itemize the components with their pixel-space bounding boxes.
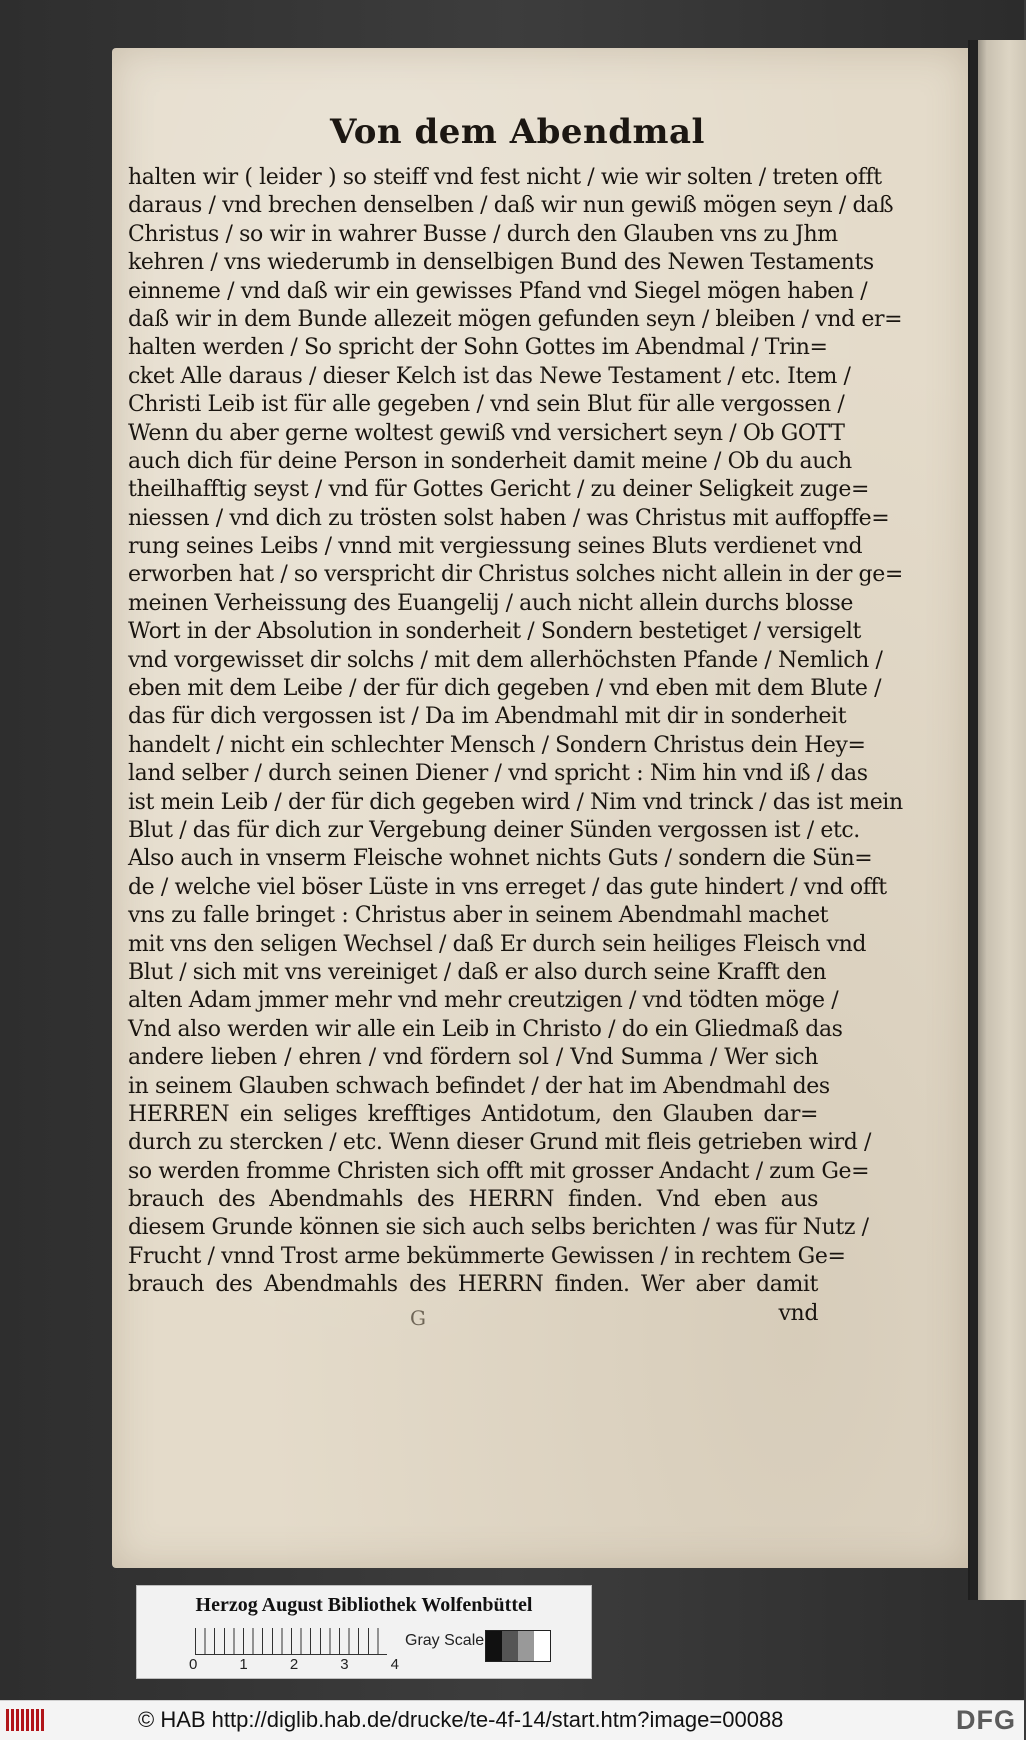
text-line: land selber / durch seinen Diener / vnd spricht : Nim hin vnd iß / das <box>128 761 868 787</box>
text-line: Wenn du aber gerne woltest gewiß vnd versichert seyn / Ob GOTT <box>128 420 845 446</box>
text-line: daraus / vnd brechen denselben / daß wir nun gewiß mögen seyn / daß <box>128 193 894 219</box>
text-line: so werden fromme Christen sich offt mit grosser Andacht / zum Ge= <box>128 1158 870 1184</box>
text-line: brauch des Abendmahls des HERRN finden. Wer aber damit <box>128 1272 818 1298</box>
text-line: meinen Verheissung des Euangelij / auch nicht allein durchs blosse <box>128 590 853 616</box>
text-line: Christus / so wir in wahrer Busse / durch den Glauben vns zu Jhm <box>128 221 838 247</box>
text-line: Frucht / vnnd Trost arme bekümmerte Gewissen / in rechtem Ge= <box>128 1243 846 1269</box>
copyright-link[interactable]: © HAB http://diglib.hab.de/drucke/te-4f-14/start.htm?image=00088 <box>138 1707 784 1732</box>
text-line: das für dich vergossen ist / Da im Abendmahl mit dir in sonderheit <box>128 704 847 730</box>
text-line: mit vns den seligen Wechsel / daß Er durch sein heiliges Fleisch vnd <box>128 931 867 957</box>
text-line: kehren / vns wiederumb in denselbigen Bund des Newen Testaments <box>128 250 874 276</box>
ruler-numbers <box>189 1656 399 1673</box>
text-line: vnd vorgewisset dir solchs / mit dem allerhöchsten Pfande / Nemlich / <box>128 647 883 673</box>
ruler-number: 1 <box>239 1656 248 1673</box>
text-line: cket Alle daraus / dieser Kelch ist das Newe Testament / etc. Item / <box>128 363 851 389</box>
text-line: eben mit dem Leibe / der für dich gegeben / vnd eben mit dem Blute / <box>128 676 882 702</box>
text-line: ist mein Leib / der für dich gegeben wird / Nim vnd trinck / das ist mein <box>128 789 903 815</box>
running-head: Von dem Abendmal <box>330 112 705 152</box>
library-name: Herzog August Bibliothek Wolfenbüttel <box>195 1594 533 1616</box>
text-line: Blut / sich mit vns vereiniget / daß er also durch seine Krafft den <box>128 959 827 985</box>
text-line: daß wir in dem Bunde allezeit mögen gefunden seyn / bleiben / vnd er= <box>128 306 903 332</box>
footer-bar <box>0 1700 1024 1740</box>
catchword: vnd <box>778 1300 818 1326</box>
ruler-scale <box>195 1628 387 1655</box>
text-line: alten Adam jmmer mehr vnd mehr creutzigen / vnd tödten möge / <box>128 988 839 1014</box>
text-line: theilhafftig seyst / vnd für Gottes Gericht / zu deiner Seligkeit zuge= <box>128 477 870 503</box>
signature-mark: G <box>410 1306 426 1330</box>
text-line: Wort in der Absolution in sonderheit / Sondern bestetiget / versigelt <box>128 619 861 645</box>
ruler-number: 0 <box>189 1656 198 1673</box>
text-line: halten werden / So spricht der Sohn Gottes im Abendmal / Trin= <box>128 335 828 361</box>
gray-scale-swatch <box>485 1630 551 1662</box>
ruler-number: 4 <box>390 1656 399 1673</box>
text-line: auch dich für deine Person in sonderheit damit meine / Ob du auch <box>128 448 852 474</box>
text-line: HERREN ein seliges krefftiges Antidotum, den Glauben dar= <box>128 1101 818 1127</box>
text-line: diesem Grunde können sie sich auch selbs berichten / was für Nutz / <box>128 1215 869 1241</box>
gray-scale-label: Gray Scale <box>405 1632 485 1649</box>
text-line: brauch des Abendmahls des HERRN finden. Vnd eben aus <box>128 1187 818 1213</box>
text-line: vns zu falle bringet : Christus aber in seinem Abendmahl machet <box>128 903 829 929</box>
text-line: erworben hat / so verspricht dir Christus solches nicht allein in der ge= <box>128 562 903 588</box>
text-line: halten wir ( leider ) so steiff vnd fest nicht / wie wir solten / treten offt <box>128 165 882 190</box>
text-line: de / welche viel böser Lüste in vns erreget / das gute hindert / vnd offt <box>128 874 887 900</box>
text-line: Also auch in vnserm Fleische wohnet nichts Guts / sondern die Sün= <box>128 846 873 872</box>
facing-page-edge <box>968 40 1026 1600</box>
body-text <box>128 164 903 1328</box>
text-line: Christi Leib ist für alle gegeben / vnd sein Blut für alle vergossen / <box>128 392 845 418</box>
text-line: Blut / das für dich zur Vergebung deiner Sünden vergossen ist / etc. <box>128 817 860 843</box>
text-line: rung seines Leibs / vnnd mit vergiessung seines Bluts verdienet vnd <box>128 534 863 560</box>
text-line: andere lieben / ehren / vnd fördern sol / Vnd Summa / Wer sich <box>128 1045 818 1071</box>
text-line: handelt / nicht ein schlechter Mensch / Sondern Christus dein Hey= <box>128 732 866 758</box>
text-line: in seinem Glauben schwach befindet / der hat im Abendmahl des <box>128 1073 830 1099</box>
text-line: niessen / vnd dich zu trösten solst haben / was Christus mit auffopffe= <box>128 505 890 531</box>
text-line: durch zu stercken / etc. Wenn dieser Grund mit fleis getrieben wird / <box>128 1130 872 1156</box>
book-spine <box>970 40 978 1600</box>
ruler-number: 3 <box>340 1656 349 1673</box>
dfg-logo: DFG <box>956 1705 1016 1735</box>
text-line: Vnd also werden wir alle ein Leib in Christo / do ein Gliedmaß das <box>128 1016 843 1042</box>
color-calibration-bar <box>136 1585 592 1679</box>
ruler-number: 2 <box>289 1656 299 1673</box>
hab-logo-icon <box>6 1709 46 1731</box>
text-line: einneme / vnd daß wir ein gewisses Pfand vnd Siegel mögen haben / <box>128 278 868 304</box>
